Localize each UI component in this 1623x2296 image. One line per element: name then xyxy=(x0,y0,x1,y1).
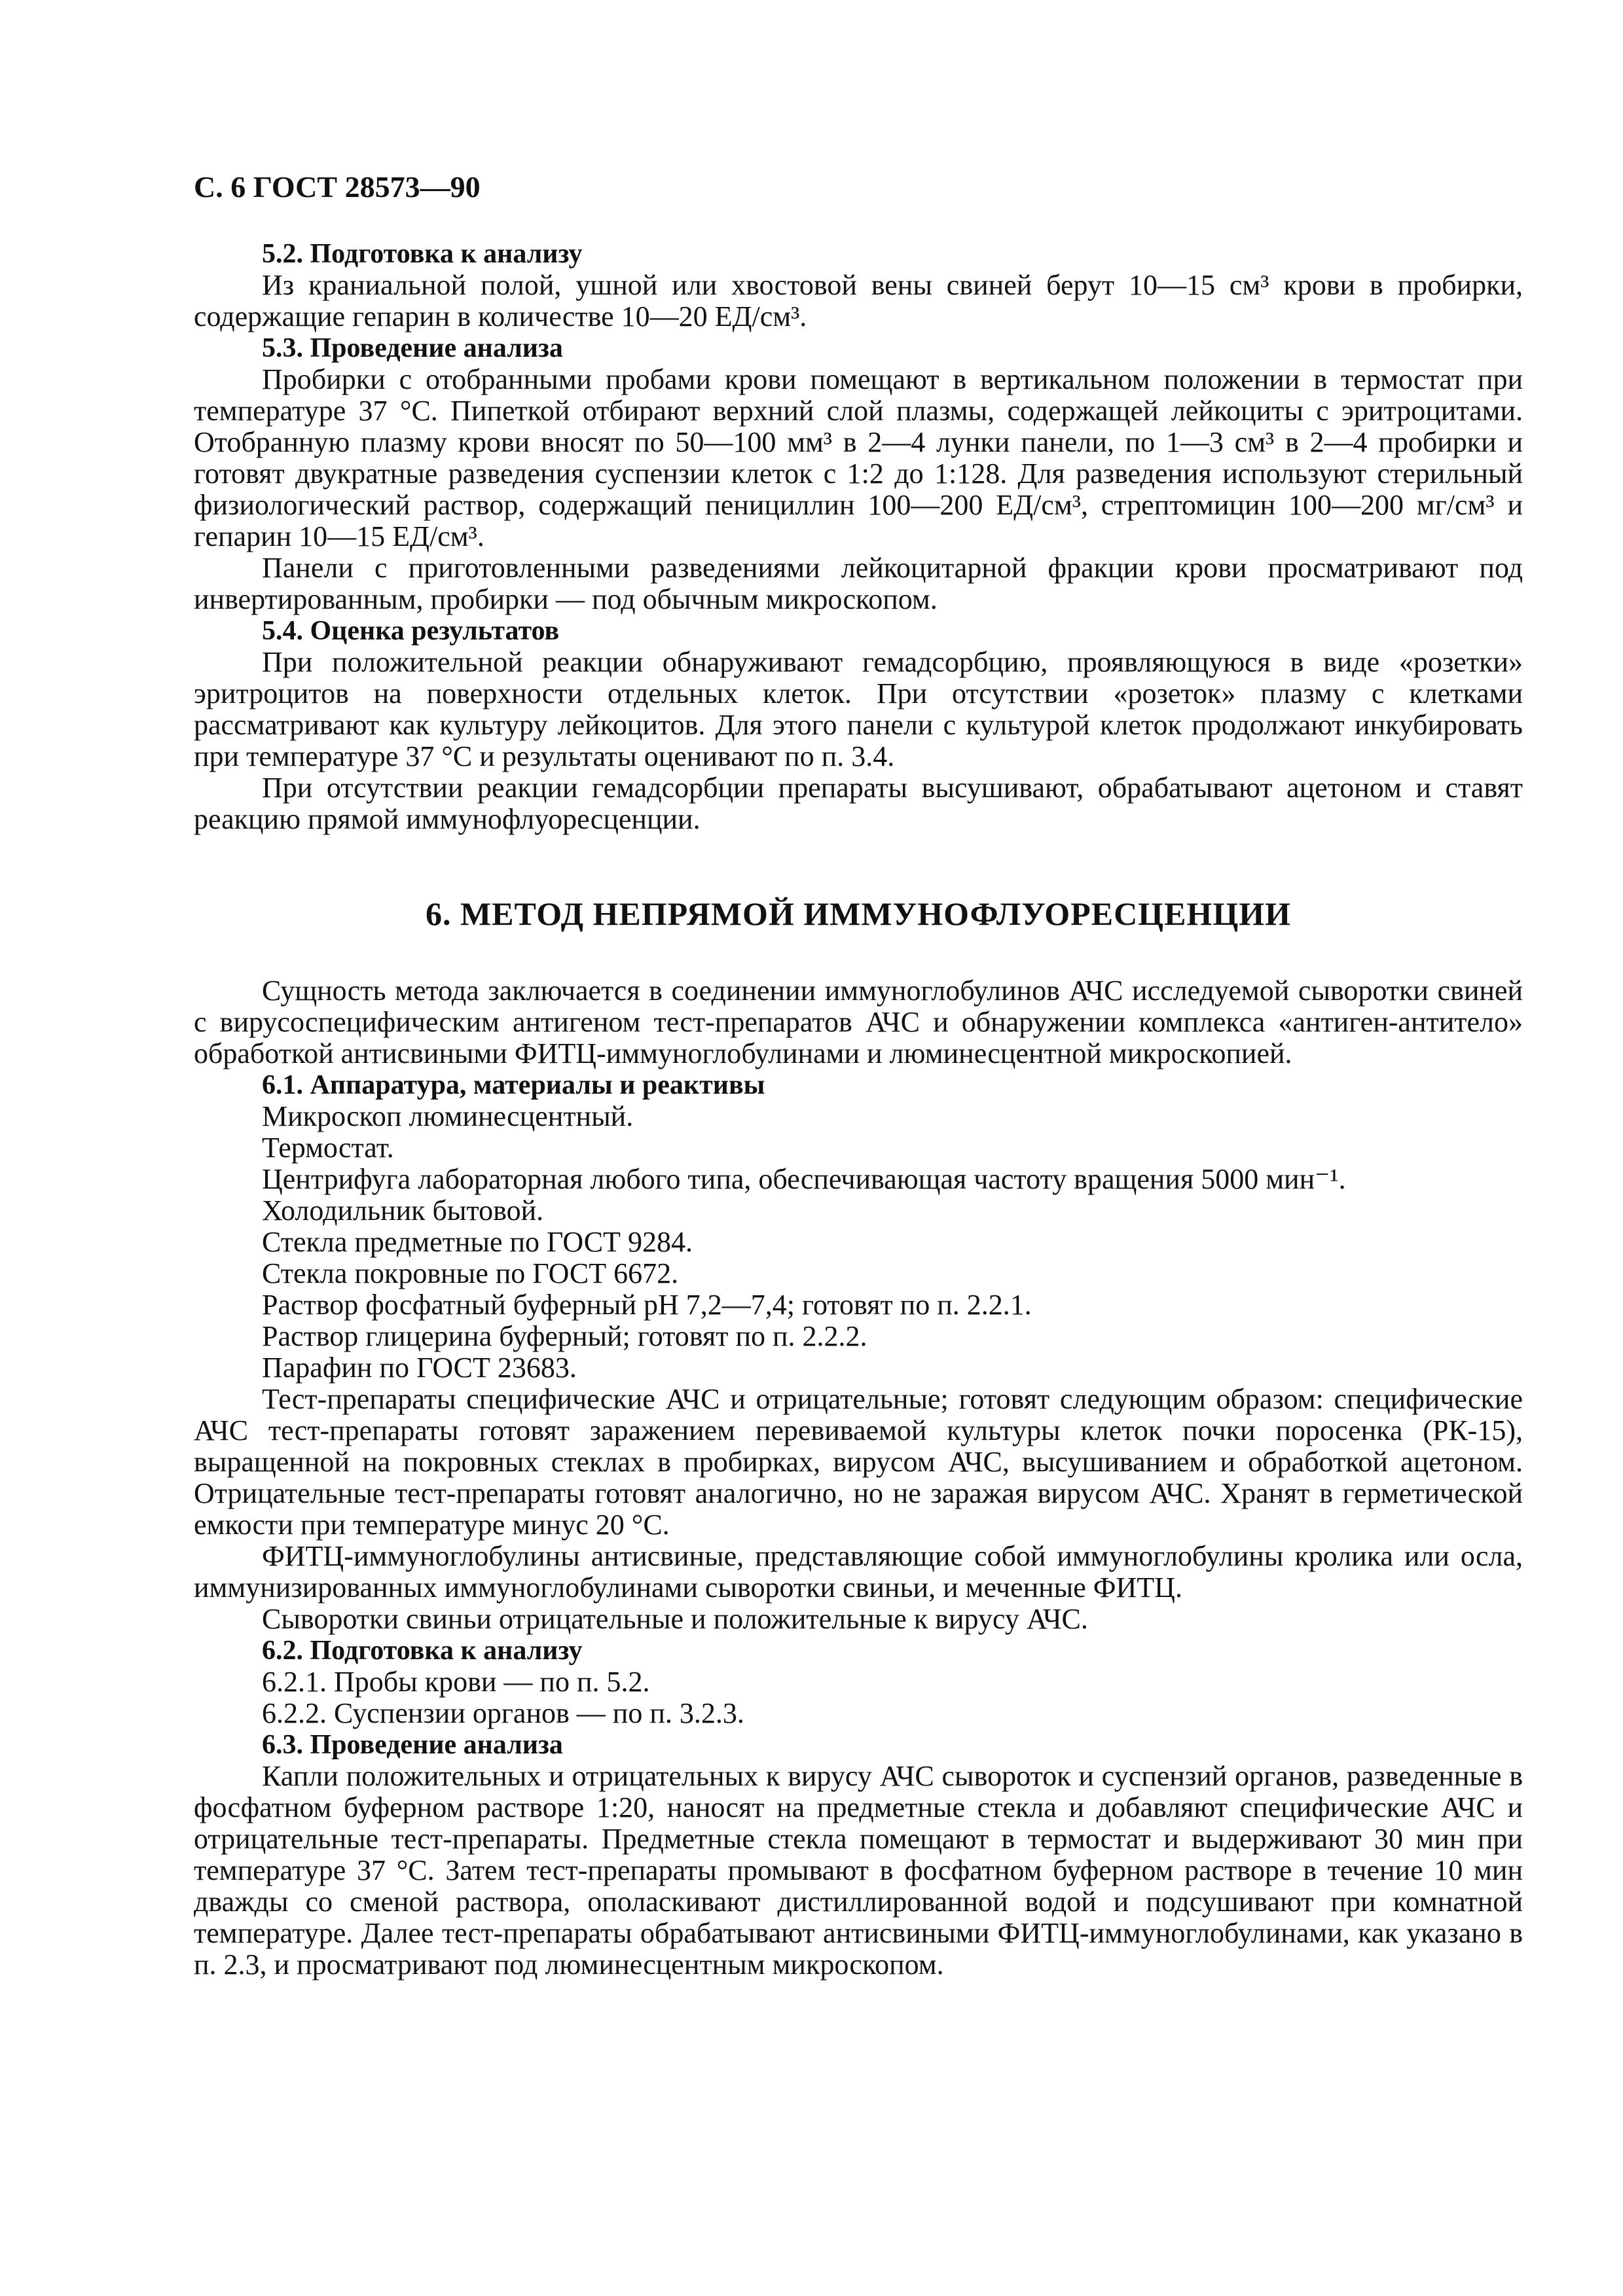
equipment-item: Термостат. xyxy=(262,1132,394,1164)
section-6-title: 6. МЕТОД НЕПРЯМОЙ ИММУНОФЛУОРЕСЦЕНЦИИ xyxy=(425,895,1291,932)
section-5-4-paragraph-1: При положительной реакции обнаруживают гемадсорбцию, проявляющуюся в виде «розетки» эритроцитов на поверхности отдельных клеток. При отсутствии «розеток» плазму с клетками рассматривают как культуру лейкоцитов. Для этого панели с культурой клеток продолжают инкубировать при температуре 37 °С и результаты оценивают по п. 3.4. xyxy=(194,646,1523,772)
page-header: С. 6 ГОСТ 28573—90 xyxy=(194,170,481,204)
section-5-3-paragraph-1: Пробирки с отобранными пробами крови помещают в вертикальном положении в термостат при температуре 37 °С. Пипеткой отбирают верхний слой плазмы, содержащей лейкоциты с эритроцитами. Отобранную плазму крови вносят по 50—100 мм³ в 2—4 лунки панели, по 1—3 см³ в 2—4 пробирки и готовят двукратные разведения суспензии клеток с 1:2 до 1:128. Для разведения используют стерильный физиологический раствор, содержащий пенициллин 100—200 ЕД/см³, стрептомицин 100—200 мг/см³ и гепарин 10—15 ЕД/см³. xyxy=(194,363,1523,552)
equipment-item: Холодильник бытовой. xyxy=(262,1194,544,1227)
section-5-2-title: 5.2. Подготовка к анализу xyxy=(262,239,583,269)
section-5-3-title: 5.3. Проведение анализа xyxy=(262,333,563,363)
section-6-3-title: 6.3. Проведение анализа xyxy=(262,1730,563,1760)
section-5-2-paragraph: Из краниальной полой, ушной или хвостовой вены свиней берут 10—15 см³ крови в пробирки, содержащие гепарин в количестве 10—20 ЕД/см³. xyxy=(194,269,1523,332)
serum-paragraph: Сыворотки свиньи отрицательные и положительные к вирусу АЧС. xyxy=(262,1603,1088,1635)
section-5-4-paragraph-2: При отсутствии реакции гемадсорбции препараты высушивают, обрабатывают ацетоном и ставят реакцию прямой иммунофлуоресценции. xyxy=(194,772,1523,835)
equipment-item: Раствор глицерина буферный; готовят по п. 2.2.2. xyxy=(262,1320,867,1352)
equipment-item: Микроскоп люминесцентный. xyxy=(262,1100,634,1132)
section-5-4-title: 5.4. Оценка результатов xyxy=(262,616,560,646)
section-6-2-title: 6.2. Подготовка к анализу xyxy=(262,1636,583,1666)
section-6-intro: Сущность метода заключается в соединении иммуноглобулинов АЧС исследуемой сыворотки свиней с вирусоспецифическим антигеном тест-препаратов АЧС и обнаружении комплекса «антиген-антитело» обработкой антисвиными ФИТЦ-иммуноглобулинами и люминесцентной микроскопией. xyxy=(194,975,1523,1069)
equipment-item: Раствор фосфатный буферный рН 7,2—7,4; готовят по п. 2.2.1. xyxy=(262,1289,1032,1321)
equipment-item: Парафин по ГОСТ 23683. xyxy=(262,1352,577,1384)
section-6-2-2: 6.2.2. Суспензии органов — по п. 3.2.3. xyxy=(262,1697,744,1729)
equipment-item: Стекла покровные по ГОСТ 6672. xyxy=(262,1257,679,1289)
equipment-item: Центрифуга лабораторная любого типа, обеспечивающая частоту вращения 5000 мин⁻¹. xyxy=(262,1163,1346,1195)
section-6-1-title: 6.1. Аппаратура, материалы и реактивы xyxy=(262,1070,765,1100)
document-page xyxy=(194,171,1523,1981)
section-5-3-paragraph-2: Панели с приготовленными разведениями лейкоцитарной фракции крови просматривают под инвертированным, пробирки — под обычным микроскопом. xyxy=(194,552,1523,615)
test-preparations-paragraph: Тест-препараты специфические АЧС и отрицательные; готовят следующим образом: специфические АЧС тест-препараты готовят заражением перевиваемой культуры клеток почки поросенка (РК-15), выращенной на покровных стеклах в пробирках, вирусом АЧС, высушиванием и обработкой ацетоном. Отрицательные тест-препараты готовят аналогично, но не заражая вирусом АЧС. Хранят в герметической емкости при температуре минус 20 °С. xyxy=(194,1383,1523,1541)
section-6-3-paragraph: Капли положительных и отрицательных к вирусу АЧС сывороток и суспензий органов, разведенные в фосфатном буферном растворе 1:20, наносят на предметные стекла и добавляют специфические АЧС и отрицательные тест-препараты. Предметные стекла помещают в термостат и выдерживают 30 мин при температуре 37 °С. Затем тест-препараты промывают в фосфатном буферном растворе в течение 10 мин дважды со сменой раствора, ополаскивают дистиллированной водой и подсушивают при комнатной температуре. Далее тест-препараты обрабатывают антисвиными ФИТЦ-иммуноглобулинами, как указано в п. 2.3, и просматривают под люминесцентным микроскопом. xyxy=(194,1760,1523,1981)
equipment-item: Стекла предметные по ГОСТ 9284. xyxy=(262,1226,693,1258)
fitc-paragraph: ФИТЦ-иммуноглобулины антисвиные, представляющие собой иммуноглобулины кролика или осла, иммунизированных иммуноглобулинами сыворотки свиньи, и меченные ФИТЦ. xyxy=(194,1540,1523,1604)
section-6-2-1: 6.2.1. Пробы крови — по п. 5.2. xyxy=(262,1666,650,1698)
